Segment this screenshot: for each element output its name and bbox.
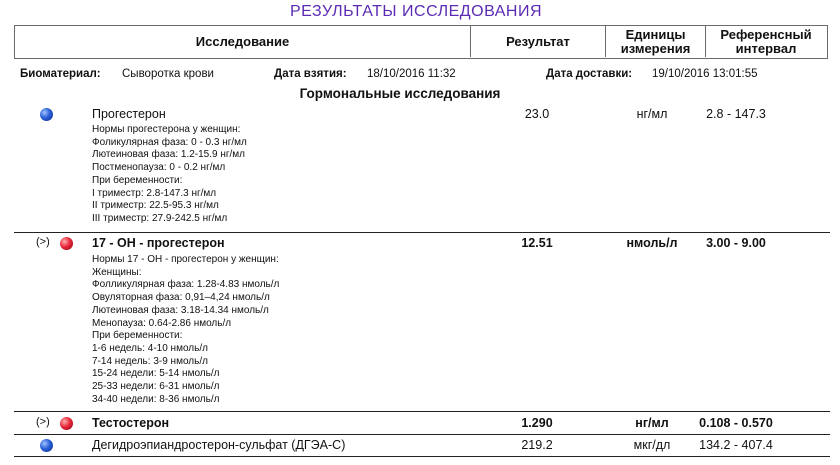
red-dot-icon <box>60 417 73 430</box>
notes-17-oh-progesterone <box>92 254 279 406</box>
note-line: При беременности: <box>92 330 183 342</box>
section-title: Гормональные исследования <box>299 86 501 101</box>
test-name-dhea-s: Дегидроэпиандростерон-сульфат (ДГЭА-С) <box>92 438 346 452</box>
reference-17-oh-progesterone: 3.00 - 9.00 <box>706 236 766 250</box>
note-line: Женщины: <box>92 266 142 278</box>
column-header-test: Исследование <box>195 33 290 49</box>
note-line: Постменопауза: 0 - 0.2 нг/мл <box>92 162 226 174</box>
biomaterial-label: Биоматериал: <box>20 68 101 80</box>
report-title: РЕЗУЛЬТАТЫ ИССЛЕДОВАНИЯ <box>289 3 542 20</box>
note-line: Фолликулярная фаза: 1.28-4.83 нмоль/л <box>92 279 280 291</box>
row-divider <box>14 456 830 457</box>
test-name-testosterone: Тестостерон <box>92 416 170 430</box>
unit-progesterone: нг/мл <box>636 107 668 121</box>
reference-dhea-s: 134.2 - 407.4 <box>699 438 773 452</box>
note-line: 25-33 недели: 6-31 нмоль/л <box>92 381 220 393</box>
test-name-progesterone: Прогестерон <box>92 107 166 121</box>
row-divider <box>14 232 830 233</box>
note-line: 15-24 недели: 5-14 нмоль/л <box>92 368 220 380</box>
note-line: 7-14 недель: 3-9 нмоль/л <box>92 355 208 367</box>
taken-date-value: 18/10/2016 11:32 <box>367 68 456 80</box>
note-line: 1-6 недель: 4-10 нмоль/л <box>92 342 208 354</box>
note-line: Овуляторная фаза: 0,91–4,24 нмоль/л <box>92 292 270 304</box>
delivery-date-label: Дата доставки: <box>546 68 633 80</box>
column-header-result: Результат <box>470 26 605 57</box>
note-line: III триместр: 27.9-242.5 нг/мл <box>92 212 228 224</box>
note-line: Нормы прогестерона у женщин: <box>92 124 241 135</box>
reference-testosterone: 0.108 - 0.570 <box>699 416 773 430</box>
note-line: I триместр: 2.8-147.3 нг/мл <box>92 187 217 199</box>
result-17-oh-progesterone: 12.51 <box>521 236 553 250</box>
red-dot-icon <box>60 237 73 250</box>
notes-progesterone <box>92 124 247 226</box>
note-line: II триместр: 22.5-95.3 нг/мл <box>92 200 219 212</box>
note-line: Нормы 17 - ОН - прогестерон у женщин: <box>92 254 279 265</box>
taken-date-label: Дата взятия: <box>274 68 347 80</box>
blue-dot-icon <box>40 439 53 452</box>
result-testosterone: 1.290 <box>521 416 553 430</box>
test-name-17-oh-progesterone: 17 - ОН - прогестерон <box>92 236 225 250</box>
column-header-units: Единицы измерения <box>605 26 705 57</box>
result-progesterone: 23.0 <box>524 107 550 121</box>
row-divider <box>14 434 830 435</box>
biomaterial-value: Сыворотка крови <box>122 68 214 80</box>
result-dhea-s: 219.2 <box>521 438 553 452</box>
reference-progesterone: 2.8 - 147.3 <box>706 107 766 121</box>
row-divider <box>14 411 830 412</box>
high-flag: (>) <box>36 236 50 248</box>
delivery-date-value: 19/10/2016 13:01:55 <box>652 68 758 80</box>
high-flag: (>) <box>36 416 50 428</box>
note-line: Фоликулярная фаза: 0 - 0.3 нг/мл <box>92 136 247 148</box>
unit-17-oh-progesterone: нмоль/л <box>626 236 678 250</box>
note-line: Лютеиновая фаза: 3.18-14.34 нмоль/л <box>92 304 269 316</box>
unit-dhea-s: мкг/дл <box>633 438 671 452</box>
unit-testosterone: нг/мл <box>635 416 669 430</box>
note-line: Лютеиновая фаза: 1.2-15.9 нг/мл <box>92 149 246 161</box>
note-line: При беременности: <box>92 174 183 186</box>
blue-dot-icon <box>40 108 53 121</box>
table-header <box>14 25 828 59</box>
note-line: 34-40 недели: 8-36 нмоль/л <box>92 393 220 405</box>
note-line: Менопауза: 0.64-2.86 нмоль/л <box>92 317 232 329</box>
column-header-reference: Референсный интервал <box>705 26 826 57</box>
